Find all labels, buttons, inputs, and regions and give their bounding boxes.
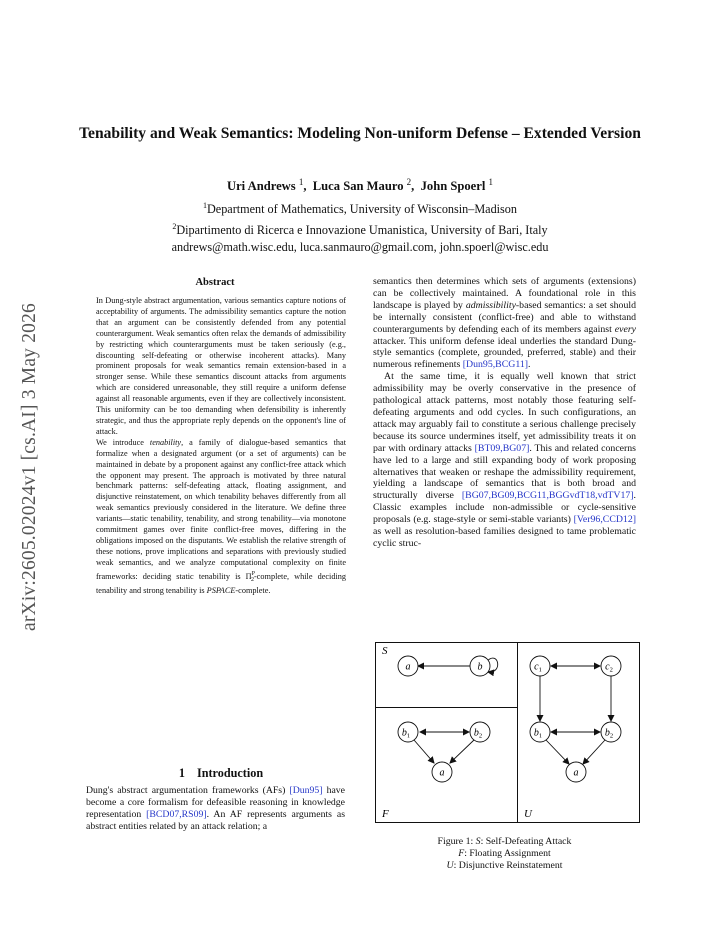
complexity-sub: 2 xyxy=(251,577,254,584)
text-run: attacker. This uniform defense ideal underlies the standard Dung-style semantics (complete, grounded, preferred, stable) and their numerous refinements xyxy=(373,335,636,371)
citation-link[interactable]: BGGvdT18, xyxy=(548,490,598,502)
text-run: Dung's abstract argumentation frameworks (AFs) xyxy=(86,785,290,796)
citation-link[interactable]: vdTV17] xyxy=(597,490,634,502)
section-title: Introduction xyxy=(196,766,264,780)
caption-line xyxy=(373,860,636,872)
affiliation-text: Dipartimento di Ricerca e Innovazione Umanistica, University of Bari, Italy xyxy=(176,223,548,237)
edge-b2-a xyxy=(583,740,605,764)
caption-text: : Disjunctive Reinstatement xyxy=(453,860,563,871)
abstract-body xyxy=(96,296,346,597)
node-b1-label: $b_1$ xyxy=(401,727,411,740)
paper-title: Tenability and Weak Semantics: Modeling Non-uniform Defense – Extended Version xyxy=(79,125,641,142)
author-mark: 1 xyxy=(488,177,494,187)
text-run: . An AF represents arguments as abstract entities related by an attack relation; a xyxy=(86,809,345,832)
caption-text: : Floating Assignment xyxy=(464,848,551,859)
abstract-heading: Abstract xyxy=(195,277,235,288)
node-b1-label: $b_1$ xyxy=(533,727,543,740)
citation-link[interactable]: BCG11] xyxy=(495,359,529,371)
affiliation-mark: 2 xyxy=(172,222,177,231)
caption-text: : Self-Defeating Attack xyxy=(480,836,572,847)
edge-b2-a xyxy=(450,740,474,763)
arxiv-sidebar xyxy=(10,262,50,672)
text-run: We introduce xyxy=(96,437,150,447)
caption-symbol: U xyxy=(446,860,454,871)
term-emphasis: every xyxy=(614,323,636,335)
figure-caption xyxy=(373,836,636,872)
affiliation-text: Department of Mathematics, University of Wisconsin–Madison xyxy=(206,202,517,216)
right-paragraph xyxy=(373,371,636,550)
panel-s-frame xyxy=(376,643,518,708)
caption-symbol: S xyxy=(475,836,481,847)
caption-prefix: Figure 1: xyxy=(437,836,476,847)
text-run: . This and related concerns have led to a large and still expanding body of work proposing alternatives that weaken or reshape the admissibility requirement, yielding a landscape of semantics that is both broad and structurally diverse xyxy=(373,442,636,502)
panel-u-label: U xyxy=(524,808,532,820)
author-line: Uri Andrews $^1$, Luca San Mauro $^2$, John Spoerl $^1$ xyxy=(226,177,494,193)
author-name: Luca San Mauro xyxy=(312,179,404,193)
text-run: . xyxy=(528,359,531,371)
intro-body xyxy=(86,785,345,833)
text-run: semantics then determines which sets of arguments (extensions) can be collectively maintained. A foundational role in this landscape is played by xyxy=(373,276,636,311)
node-b-label: b xyxy=(477,661,483,673)
edge-b1-a xyxy=(414,740,434,763)
text-run: as well as resolution-based families designed to tame problematic cyclic struc- xyxy=(373,526,636,549)
caption-symbol: F xyxy=(458,848,465,859)
node-c1-label: $c_1$ xyxy=(534,661,542,674)
text-run: have become a core formalism for defeasible reasoning in knowledge representation xyxy=(86,785,345,820)
arxiv-identifier: arXiv:2605.02024v1 [cs.AI] 3 May 2026 xyxy=(19,302,40,632)
node-b2-label: $b_2$ xyxy=(473,727,483,740)
term-emphasis: tenability xyxy=(149,437,182,447)
section-heading xyxy=(96,766,346,781)
intro-paragraph xyxy=(86,785,345,833)
panel-f-label: F xyxy=(382,808,389,820)
citation-link[interactable]: [Dun95] xyxy=(289,785,323,796)
text-run: -complete, while deciding tenability and strong tenability is xyxy=(96,571,346,595)
affiliation xyxy=(60,218,660,239)
right-paragraph xyxy=(373,276,636,371)
term-emphasis: admissibility xyxy=(465,299,516,311)
author-name: Uri Andrews xyxy=(226,179,296,193)
citation-link[interactable]: BG07] xyxy=(502,442,530,454)
panel-s-label: S xyxy=(382,645,388,657)
text-run: -based semantics: a set should be internally consistent (conflict-free) and able to withstand counterarguments by defending each of its members against xyxy=(373,299,636,335)
abstract-paragraph xyxy=(96,438,346,597)
node-c2-label: $c_2$ xyxy=(605,661,613,674)
figure-diagram xyxy=(375,642,640,823)
complexity-class: PSPACE xyxy=(206,585,236,595)
text-run: , a family of dialogue-based semantics that formalize when a designated argument (or a set of arguments) can be maintained in debate by a proponent against any conflict-free attack which the opponent may present. The approach is motivated by three natural benchmark patterns: self-defeating attack, floating assignment, and disjunctive reinstatement, on which tenability behaves differently from all weak semantics previously considered in the literature. We define three variants—static tenability, tenability, and strong tenability—via monotone commitment games over finite conflict-free moves, differing in the obligations imposed on the disputants. We establish the relative strength of these notions, prove implications and separations with previously studied weak semantics, and we analyze computational complexity on finite frameworks: deciding static tenability is Π xyxy=(96,437,346,581)
right-column-body xyxy=(373,276,636,550)
node-a-label: a xyxy=(439,767,445,779)
text-run: -complete. xyxy=(235,585,271,595)
caption-line xyxy=(373,836,636,848)
author-mark: 1 xyxy=(298,177,304,187)
figure-1 xyxy=(375,642,640,823)
node-a-label: a xyxy=(405,661,411,673)
affiliation-mark: 1 xyxy=(202,201,207,210)
affiliations xyxy=(60,197,660,256)
author-mark: 2 xyxy=(406,177,412,187)
node-a-label: a xyxy=(573,767,579,779)
caption-line xyxy=(373,848,636,860)
affiliation xyxy=(60,197,660,218)
citation-link[interactable]: CCD12] xyxy=(602,514,636,526)
text-run: At the same time, it is equally well known that strict admissibility may be overly conservative in the presence of pathological attack patterns, most notably those featuring self-defeating arguments and odd cycles. In such configurations, an attack may arguably fail to constitute a serious challenge precisely because its source undermines itself, yet admissibility treats it on par with ordinary attacks xyxy=(373,371,636,454)
citation-link[interactable]: [Ver96, xyxy=(573,514,603,526)
citation-link[interactable]: BCG11, xyxy=(516,490,549,502)
citation-link[interactable]: BG09, xyxy=(491,490,517,502)
author-name: John Spoerl xyxy=(420,179,486,193)
node-b2-label: $b_2$ xyxy=(604,727,614,740)
text-run: . Classic examples include non-admissible or cycle-sensitive proposals (e.g. stage-style or semi-stable variants) xyxy=(373,490,636,526)
citation-link[interactable]: [BCD07, xyxy=(146,809,182,820)
author-emails: andrews@math.wisc.edu, luca.sanmauro@gmail.com, john.spoerl@wisc.edu xyxy=(171,240,549,254)
citation-link[interactable]: [BG07, xyxy=(461,490,492,502)
edge-b1-a xyxy=(546,740,569,764)
citation-link[interactable]: [Dun95, xyxy=(462,359,496,371)
section-number: 1 xyxy=(178,766,185,780)
complexity-sup: P xyxy=(251,570,255,577)
abstract-paragraph: In Dung-style abstract argumentation, various semantics capture notions of acceptability of arguments. The admissibility semantics capture the notion that an argument can be consistently defended from any potential counterargument. Weak semantics often relax the demands of admissibility by restricting which counterarguments must be taken seriously (e.g., discounting self-defeating or otherwise incoherent attacks). Many prominent proposals for weak semantics remain extension-based in a stronger sense. While these semantics discount attacks from arguments which are considered unreasonable, they still require a uniform defense against all reasonable arguments, even if they are collectively inconsistent. This uniformity can be too demanding when defensibility is inherently strategic, and thus the appropriate reply depends on the opponent's line of attack. xyxy=(96,296,346,436)
citation-link[interactable]: RS09] xyxy=(181,809,207,820)
citation-link[interactable]: [BT09, xyxy=(474,442,503,454)
